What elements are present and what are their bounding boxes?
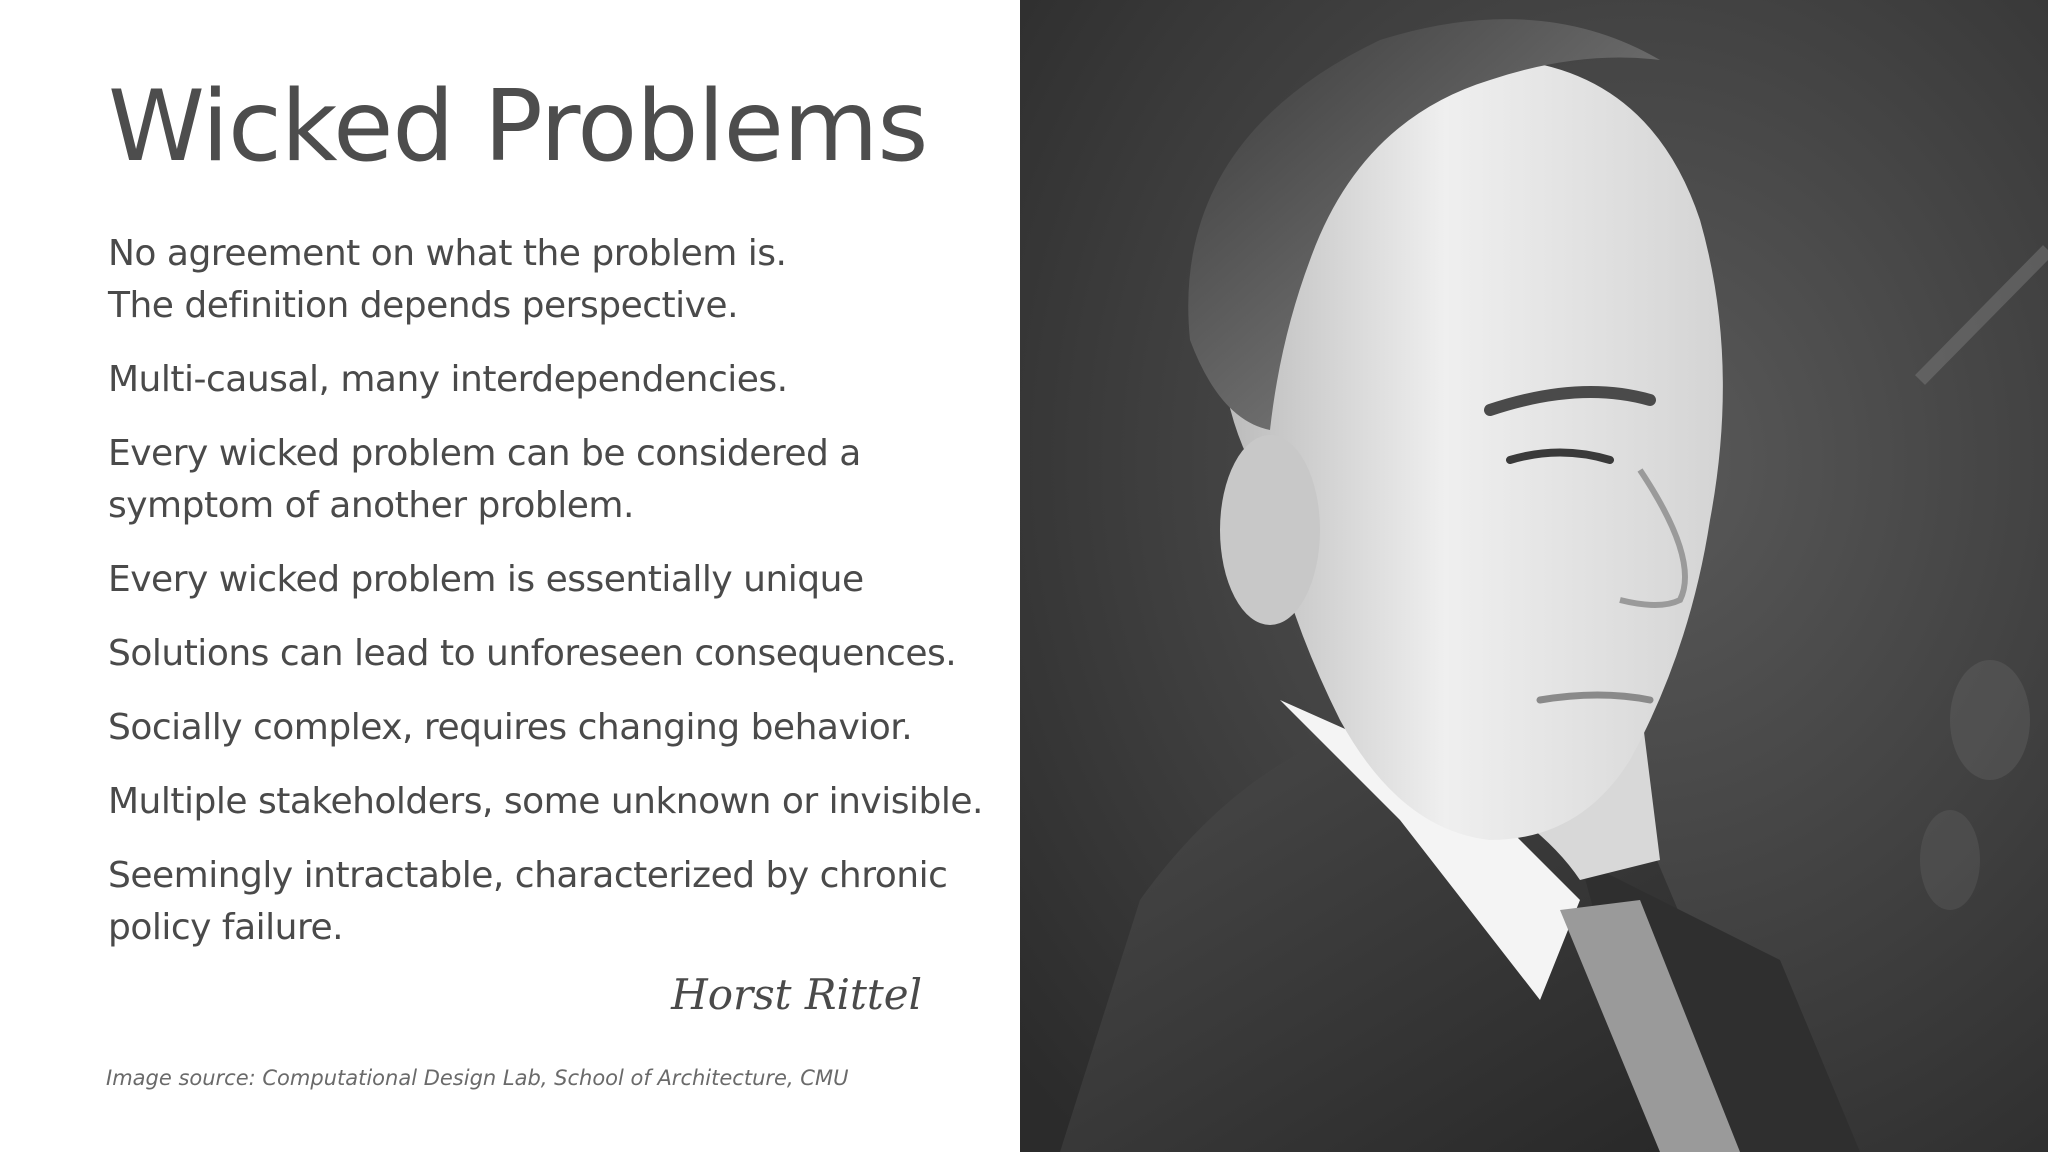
slide-title: Wicked Problems <box>108 70 928 184</box>
point-line: Multi-causal, many interdependencies. <box>108 359 788 400</box>
point-line: policy failure. <box>108 907 344 948</box>
point-item <box>108 702 988 754</box>
portrait-photo <box>1020 0 2048 1152</box>
point-line: Seemingly intractable, characterized by chronic <box>108 855 948 896</box>
ear <box>1220 435 1320 625</box>
chalk-mark <box>1920 810 1980 910</box>
image-source-caption: Image source: Computational Design Lab, School of Architecture, CMU <box>106 1066 849 1090</box>
portrait-illustration <box>1020 0 2048 1152</box>
point-item <box>108 554 988 606</box>
point-line: No agreement on what the problem is. <box>108 233 787 274</box>
point-line: symptom of another problem. <box>108 485 634 526</box>
point-item <box>108 628 988 680</box>
text-panel <box>0 0 1020 1152</box>
point-item <box>108 354 988 406</box>
point-line: The definition depends perspective. <box>108 285 739 326</box>
point-item <box>108 850 988 954</box>
point-line: Every wicked problem is essentially unique <box>108 559 864 600</box>
chalk-mark <box>1950 660 2030 780</box>
point-line: Solutions can lead to unforeseen consequences. <box>108 633 957 674</box>
point-item <box>108 776 988 828</box>
points-list <box>108 228 988 976</box>
point-line: Multiple stakeholders, some unknown or invisible. <box>108 781 983 822</box>
point-line: Socially complex, requires changing behavior. <box>108 707 913 748</box>
author-attribution: Horst Rittel <box>671 970 922 1019</box>
point-line: Every wicked problem can be considered a <box>108 433 861 474</box>
point-item <box>108 428 988 532</box>
point-item <box>108 228 988 332</box>
